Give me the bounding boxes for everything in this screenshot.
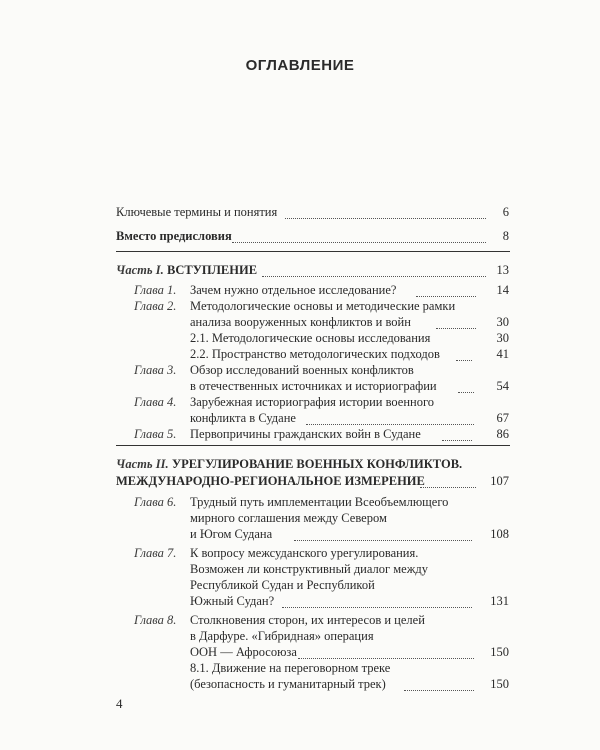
toc-page-number: 108 <box>490 527 509 541</box>
part-label: Часть II. <box>116 457 169 471</box>
toc-entry-text: (безопасность и гуманитарный трек) <box>190 677 386 691</box>
toc-entry-text: в отечественных источниках и историографии <box>190 379 437 393</box>
toc-page-number: 131 <box>490 594 509 608</box>
toc-page-number: 30 <box>496 331 509 345</box>
toc-part <box>0 456 600 472</box>
toc-entry-text: в Дарфуре. «Гибридная» операция <box>190 629 374 643</box>
divider <box>116 445 510 446</box>
toc-page-number: 8 <box>502 229 509 243</box>
toc-entry-text: Возможен ли конструктивный диалог между <box>190 562 428 576</box>
toc-entry-text: Столкновения сторон, их интересов и целей <box>190 613 425 627</box>
toc-entry-text: и Югом Судана <box>190 527 273 541</box>
toc-entry-text: МЕЖДУНАРОДНО-РЕГИОНАЛЬНОЕ ИЗМЕРЕНИЕ <box>116 474 425 488</box>
page-number: 4 <box>116 696 123 711</box>
toc-entry-text: мирного соглашения между Севером <box>190 511 387 525</box>
leader-dots <box>456 350 472 361</box>
toc-entry-text: анализа вооруженных конфликтов и войн <box>190 315 411 329</box>
toc-entry <box>0 282 600 298</box>
page-title: ОГЛАВЛЕНИЕ <box>245 57 355 74</box>
toc-part <box>0 262 600 278</box>
toc-entry <box>0 612 600 628</box>
toc-entry-cont <box>0 526 600 542</box>
toc-page-number: 54 <box>496 379 509 393</box>
toc-entry <box>0 228 600 244</box>
leader-dots <box>436 318 476 329</box>
toc-entry-text: ВСТУПЛЕНИЕ <box>167 263 258 277</box>
chapter-label: Глава 8. <box>134 613 177 627</box>
toc-entry-cont <box>0 410 600 426</box>
toc-page-number: 14 <box>496 283 509 297</box>
leader-dots <box>282 597 472 608</box>
leader-dots <box>232 232 486 243</box>
toc-page-number: 86 <box>496 427 509 441</box>
toc-entry-text: Вместо предисловия <box>116 229 232 243</box>
toc-entry-text: УРЕГУЛИРОВАНИЕ ВОЕННЫХ КОНФЛИКТОВ. <box>172 457 463 471</box>
toc-entry-text: Республикой Судан и Республикой <box>190 578 375 592</box>
toc-entry-cont <box>0 577 600 593</box>
toc-entry-cont <box>0 378 600 394</box>
chapter-label: Глава 6. <box>134 495 177 509</box>
leader-dots <box>442 430 472 441</box>
toc-entry-cont <box>0 510 600 526</box>
toc-entry-text: Первопричины гражданских войн в Судане <box>190 427 421 441</box>
leader-dots <box>404 680 474 691</box>
toc-page-number: 107 <box>490 474 509 488</box>
toc-page-number: 67 <box>496 411 509 425</box>
toc-entry-text: Зачем нужно отдельное исследование? <box>190 283 397 297</box>
toc-entry <box>0 346 600 362</box>
chapter-label: Глава 1. <box>134 283 177 297</box>
toc-entry-text: 2.1. Методологические основы исследования <box>190 331 431 345</box>
toc-page-number: 150 <box>490 645 509 659</box>
chapter-label: Глава 7. <box>134 546 177 560</box>
leader-dots <box>262 266 486 277</box>
leader-dots <box>420 477 476 488</box>
toc-page-number: 150 <box>490 677 509 691</box>
toc-entry-cont <box>0 676 600 692</box>
toc-entry <box>0 660 600 676</box>
leader-dots <box>416 286 476 297</box>
toc-entry-text: Обзор исследований военных конфликтов <box>190 363 414 377</box>
toc-part-cont <box>0 473 600 489</box>
chapter-label: Глава 2. <box>134 299 177 313</box>
leader-dots <box>458 382 474 393</box>
toc-entry-cont <box>0 314 600 330</box>
toc-page-number: 6 <box>502 205 509 219</box>
part-label: Часть I. <box>116 263 164 277</box>
toc-entry-text: К вопросу межсуданского урегулирования. <box>190 546 419 560</box>
toc-entry-cont <box>0 628 600 644</box>
leader-dots <box>294 530 472 541</box>
divider <box>116 251 510 252</box>
toc-entry <box>0 362 600 378</box>
toc-entry-text: конфликта в Судане <box>190 411 296 425</box>
toc-entry <box>0 545 600 561</box>
leader-dots <box>298 648 474 659</box>
toc-entry <box>0 394 600 410</box>
toc-entry-text: ООН — Афросоюза <box>190 645 297 659</box>
toc-entry-text: Ключевые термины и понятия <box>116 205 278 219</box>
toc-entry-cont <box>0 593 600 609</box>
leader-dots <box>285 208 486 219</box>
toc-entry-text: 8.1. Движение на переговорном треке <box>190 661 391 675</box>
toc-entry <box>0 494 600 510</box>
toc-entry-text: Южный Судан? <box>190 594 275 608</box>
toc-entry-text: Зарубежная историография истории военного <box>190 395 435 409</box>
toc-page-number: 13 <box>496 263 509 277</box>
chapter-label: Глава 4. <box>134 395 177 409</box>
toc-entry-cont <box>0 561 600 577</box>
leader-dots <box>306 414 474 425</box>
toc-page-number: 30 <box>496 315 509 329</box>
toc-entry <box>0 204 600 220</box>
toc-page-number: 41 <box>496 347 509 361</box>
toc-entry-cont <box>0 644 600 660</box>
toc-entry-text: 2.2. Пространство методологических подходов <box>190 347 440 361</box>
toc-entry <box>0 426 600 442</box>
chapter-label: Глава 3. <box>134 363 177 377</box>
chapter-label: Глава 5. <box>134 427 177 441</box>
toc-entry <box>0 298 600 314</box>
toc-entry-text: Методологические основы и методические рамки <box>190 299 456 313</box>
toc-entry <box>0 330 600 346</box>
toc-entry-text: Трудный путь имплементации Всеобъемлющего <box>190 495 449 509</box>
